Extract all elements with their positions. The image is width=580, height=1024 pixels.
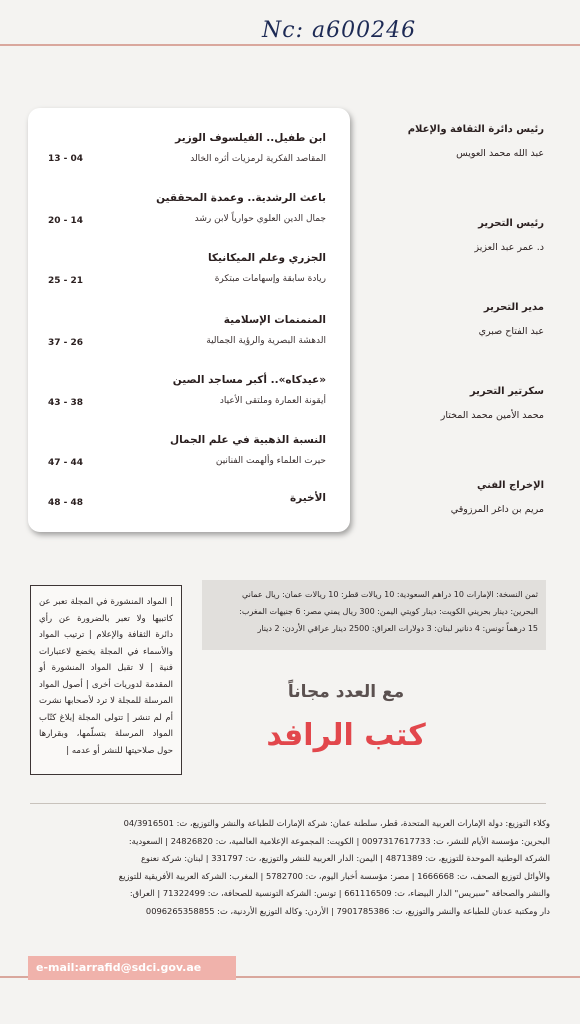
staff-entry <box>354 124 544 164</box>
price-line: 15 درهماً تونس: 4 دنانير لبنان: 3 دولارات العراق: 2500 دينار عراقي الأردن: 2 دينار <box>257 624 538 633</box>
toc-entry-subtitle: ريادة سابقة وإسهامات مبتكرة <box>214 274 326 284</box>
staff-entry <box>354 218 544 258</box>
staff-role: رئيس التحرير <box>478 218 544 229</box>
staff-name: عبد الله محمد العويس <box>456 148 544 159</box>
staff-name: مريم بن داغر المرزوقي <box>450 504 544 515</box>
staff-role: الإخراج الفني <box>477 480 544 491</box>
toc-entry[interactable] <box>86 190 326 226</box>
handwritten-catalog-code: Nc: a600246 <box>262 18 417 43</box>
staff-name: محمد الأمين محمد المختار <box>440 410 544 421</box>
toc-entry-title: «عيدكاه».. أكبر مساجد الصين <box>172 374 326 386</box>
toc-entry-title: الجزري وعلم الميكانيكا <box>207 252 326 264</box>
staff-entry <box>354 386 544 426</box>
toc-entry-title: الأخيرة <box>289 492 326 504</box>
top-divider <box>0 44 580 46</box>
free-supplement-title: كتب الرافد <box>266 718 426 753</box>
staff-entry <box>354 480 544 520</box>
toc-entry[interactable] <box>86 250 326 286</box>
staff-role: مدير التحرير <box>483 302 544 313</box>
price-box <box>202 580 546 650</box>
distribution-line: وكلاء التوزيع: دولة الإمارات العربية المتحدة، قطر، سلطنة عمان: شركة الإمارات للطباعة والنشر والتوزيع، ت: 04/3916501 <box>123 818 550 828</box>
toc-entry-subtitle: الدهشة البصرية والرؤية الجمالية <box>206 336 326 346</box>
price-line: البحرين: دينار بحريني الكويت: دينار كويتي اليمن: 300 ريال يمني مصر: 6 جنيهات المغرب: <box>239 607 538 616</box>
staff-entry <box>354 302 544 342</box>
email-link[interactable]: e-mail:arrafid@sdci.gov.ae <box>28 956 236 980</box>
toc-entry[interactable] <box>86 490 326 506</box>
toc-entry-subtitle: حيرت العلماء وألهمت الفنانين <box>215 456 326 466</box>
toc-entry-pages: 48 - 48 <box>48 498 84 508</box>
disclaimer-box: | المواد المنشورة في المجلة تعبر عن كاتبيها ولا تعبر بالضرورة عن رأي دائرة الثقافة والإعلام | ترتيب المواد والأسماء في المجلة يخضع لاعتبارات فنية | لا تقبل المواد المنشورة أو المقدمة لدوريات أخرى | أصول المواد المرسلة للمجلة لا ترد لأصحابها نشرت أم لم تنشر | تتولى المجلة إبلاغ كتّاب المواد المرسلة بتسلّمها، وبقرارها حول صلاحيتها للنشر أو عدمه | <box>30 585 182 775</box>
toc-entry-subtitle: أيقونة العمارة وملتقى الأعياد <box>219 396 326 406</box>
staff-name: د. عمر عبد العزيز <box>474 242 544 253</box>
distribution-line: والنشر والصحافة "سبريس" الدار البيضاء، ت: 661116509 | تونس: الشركة التونسية للصحافة، ت: 71322499 | العراق: <box>129 888 550 899</box>
toc-entry-pages: 20 - 14 <box>48 216 84 226</box>
toc-entry-pages: 37 - 26 <box>48 338 84 348</box>
toc-entry-pages: 13 - 04 <box>48 154 84 164</box>
table-of-contents-card <box>28 108 350 532</box>
distribution-line: دار ومكتبة عدنان للطباعة والنشر والتوزيع، ت: 7901785386 | الأردن: وكالة التوزيع الأردنية، ت: 0096265358855 <box>145 905 550 916</box>
toc-entry-pages: 25 - 21 <box>48 276 84 286</box>
free-supplement-label: مع العدد مجاناً <box>287 682 405 702</box>
distribution-agents <box>30 815 550 945</box>
toc-entry-pages: 47 - 44 <box>48 458 84 468</box>
toc-entry[interactable] <box>86 312 326 348</box>
toc-entry[interactable] <box>86 372 326 408</box>
toc-entry-pages: 43 - 38 <box>48 398 84 408</box>
toc-entry-title: المنمنمات الإسلامية <box>223 314 326 326</box>
staff-role: سكرتير التحرير <box>469 386 544 397</box>
toc-entry-subtitle: المقاصد الفكرية لرمزيات أثره الخالد <box>190 154 326 164</box>
toc-entry-title: باعث الرشدية.. وعمدة المحققين <box>156 192 326 204</box>
toc-entry[interactable] <box>86 130 326 166</box>
toc-entry-title: النسبة الذهبية في علم الجمال <box>169 434 326 446</box>
staff-name: عبد الفتاح صبري <box>478 326 544 337</box>
staff-role: رئيس دائرة الثقافة والإعلام <box>407 124 544 135</box>
distribution-line: الشركة الوطنية الموحدة للتوزيع، ت: 4871389 | اليمن: الدار العربية للنشر والتوزيع، ت: 331797 | لبنان: شركة نعنوع <box>140 853 550 864</box>
distribution-line: البحرين: مؤسسة الأيام للنشر، ت: 0097317617733 | الكويت: المجموعة الإعلامية العالمية، ت: 24826820 | السعودية: <box>128 835 550 846</box>
distribution-divider <box>30 803 546 804</box>
toc-entry-subtitle: جمال الدين العلوي حوارياً لابن رشد <box>194 214 326 224</box>
toc-entry[interactable] <box>86 432 326 468</box>
distribution-line: والأوائل لتوزيع الصحف، ت: 1666668 | مصر: مؤسسة أخبار اليوم، ت: 5782700 | المغرب: الشركة العربية الأفريقية للتوزيع <box>118 870 550 881</box>
price-line: ثمن النسخة: الإمارات 10 دراهم السعودية: 10 ريالات قطر: 10 ريالات عمان: ريال عماني <box>241 590 538 599</box>
toc-entry-title: ابن طفيل.. الفيلسوف الوزير <box>175 132 326 144</box>
